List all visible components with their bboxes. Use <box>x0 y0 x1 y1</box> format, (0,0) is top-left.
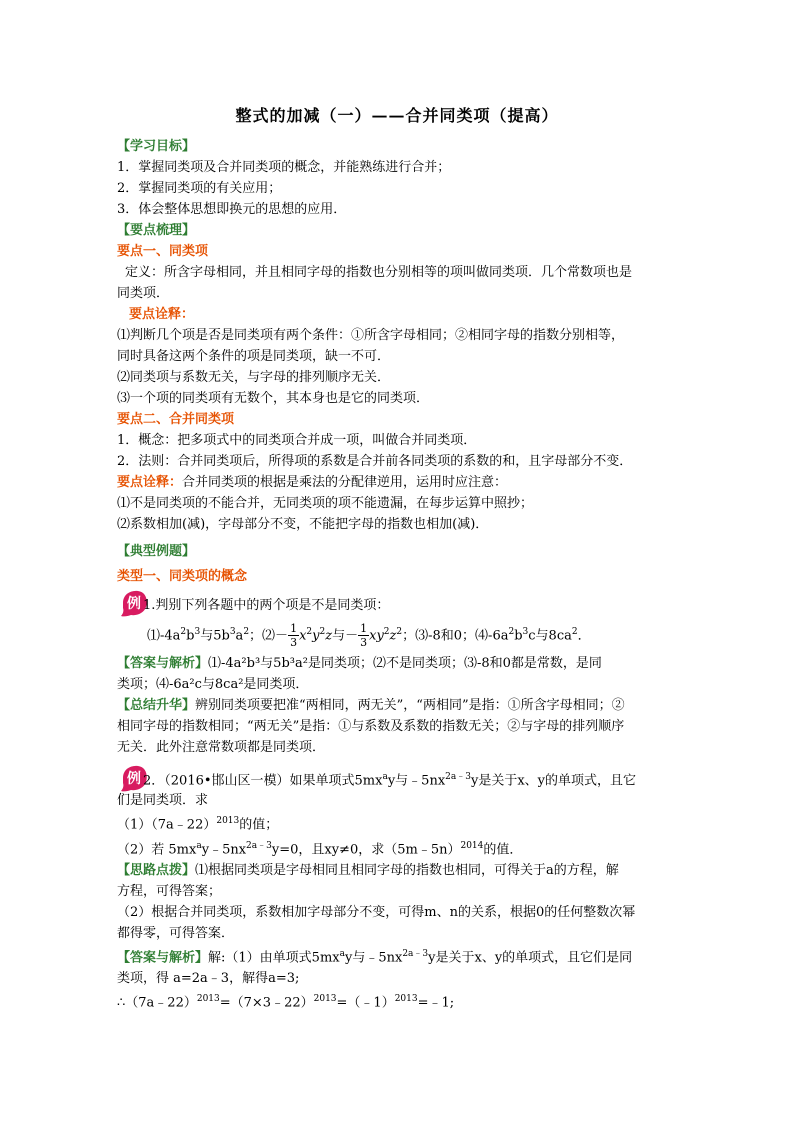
type1-title: 类型一、同类项的概念 <box>117 569 248 584</box>
point2-title: 要点二、合并同类项 <box>117 412 235 427</box>
example2-stem: 2．（2016•邯山区一模）如果单项式$5mx^ay$与$﹣5nx^{2a﹣3}y$是关于x、y的单项式，且它 <box>143 772 637 789</box>
example1-summary-cont: 无关．此外注意常数项都是同类项． <box>117 740 326 756</box>
example1-stem-row <box>117 591 677 615</box>
goal-item: 1．掌握同类项及合并同类项的概念，并能熟练进行合并； <box>117 160 451 175</box>
example2-hint-cont: 方程，可得答案； <box>117 883 222 899</box>
note-item: ⑶一个项的同类项有无数个，其本身也是它的同类项． <box>117 391 430 406</box>
example2-stem-cont: 们是同类项．求 <box>117 793 209 809</box>
summary-label: 【总结升华】 <box>117 698 196 714</box>
note-item: ⑴判断几个项是否是同类项有两个条件：①所含字母相同；②相同字母的指数分别相等， <box>117 328 625 343</box>
example-badge-label: 例 <box>127 596 141 612</box>
point2-note <box>117 472 677 493</box>
example1-stem: 1.判别下列各题中的两个项是不是同类项： <box>143 598 390 613</box>
concept-text: 1．概念：把多项式中的同类项合并成一项，叫做合并同类项． <box>117 433 477 448</box>
note-item: 同时具备这两个条件的项是同类项，缺一不可． <box>117 349 391 364</box>
example2-answer-cont: 类项，得 a=2a﹣3，解得a=3; <box>117 971 300 987</box>
example-badge-label: 例 <box>127 771 141 788</box>
example1-summary-cont: 相同字母的指数相同；“两无关”是指：①与系数及系数的指数无关；②与字母的排列顺序 <box>117 719 625 735</box>
example2-hint: 【思路点拨】⑴根据同类项是字母相同且相同字母的指数也相同，可得关于a的方程，解 <box>117 862 619 878</box>
rule-text: 2．法则：合并同类项后，所得项的系数是合并前各同类项的系数的和，且字母部分不变． <box>117 454 633 469</box>
example2-stem-row <box>117 766 677 790</box>
note-item: ⑵同类项与系数无关，与字母的排列顺序无关． <box>117 370 391 385</box>
point1-note-heading: 要点诠释： <box>129 307 195 322</box>
example1-formula: $⑴-4a^2b^3$与$5b^3a^2$；⑵－ $\frac{1}{3}$ $x^2y^2z$与－ $\frac{1}{3}$ $xy^2z^2$；⑶-8和0；$⑷-6a^2b^3c$与$8ca^2$． <box>147 622 591 650</box>
document-content <box>117 103 677 1014</box>
answer-label: 【答案与解析】 <box>117 656 209 672</box>
note-item: ⑵系数相加(减)，字母部分不变，不能把字母的指数也相加(减)． <box>117 517 489 532</box>
page-title: 整式的加减（一）——合并同类项（提高） <box>235 106 559 125</box>
example1-summary: 【总结升华】辨别同类项要把准“两相同，两无关”，“两相同”是指：①所含字母相同；② <box>117 698 625 714</box>
example2-hint-cont: 都得零，可得答案． <box>117 925 235 941</box>
example2-question2: （2）若 $5mx^ay﹣5nx^{2a﹣3}y=0$，且xy≠0，求（5m﹣5n）$^{2014}$的值． <box>117 840 523 857</box>
goal-item: 3．体会整体思想即换元的思想的应用． <box>117 202 347 217</box>
example1-answer-cont: 类项；⑷-6a²c与8ca²是同类项． <box>117 677 309 693</box>
fraction-one-third: $\frac{1}{3}$ <box>290 622 298 650</box>
definition-text: 定义：所含字母相同，并且相同字母的指数也分别相等的项叫做同类项．几个常数项也是 <box>125 265 633 280</box>
note-item: ⑴不是同类项的不能合并，无同类项的项不能遗漏，在每步运算中照抄； <box>117 496 534 511</box>
examples-heading: 【典型例题】 <box>117 544 196 559</box>
answer-label: 【答案与解析】 <box>117 950 209 966</box>
goal-item: 2．掌握同类项的有关应用； <box>117 181 282 196</box>
example1-answer: 【答案与解析】⑴-4a²b³与5b³a²是同类项；⑵不是同类项；⑶-8和0都是常数，是同 <box>117 656 602 672</box>
point2-note-heading: 要点诠释： <box>117 475 183 490</box>
definition-text: 同类项． <box>117 286 170 301</box>
point2-note-text: 合并同类项的根据是乘法的分配律逆用，运用时应注意： <box>182 475 508 490</box>
point1-title: 要点一、同类项 <box>117 244 209 259</box>
hint-label: 【思路点拨】 <box>117 862 196 878</box>
goals-heading: 【学习目标】 <box>117 139 196 154</box>
fraction-one-third: $\frac{1}{3}$ <box>360 622 368 650</box>
example2-answer: 【答案与解析】解:（1）由单项式$5mx^ay$与$﹣5nx^{2a﹣3}y$是关于x、y的单项式，且它们是同 <box>117 948 633 966</box>
example2-hint-cont: （2）根据合并同类项，系数相加字母部分不变，可得m、n的关系，根据0的任何整数次幂 <box>117 904 636 920</box>
example2-answer-calc: ∴（7a﹣22）$^{2013}$=（7×3﹣22）$^{2013}$=（﹣1）$^{2013}$=﹣1; <box>117 994 455 1011</box>
example2-question1: （1）（7a﹣22）$^{2013}$的值； <box>117 816 279 833</box>
points-heading: 【要点梳理】 <box>117 223 196 238</box>
